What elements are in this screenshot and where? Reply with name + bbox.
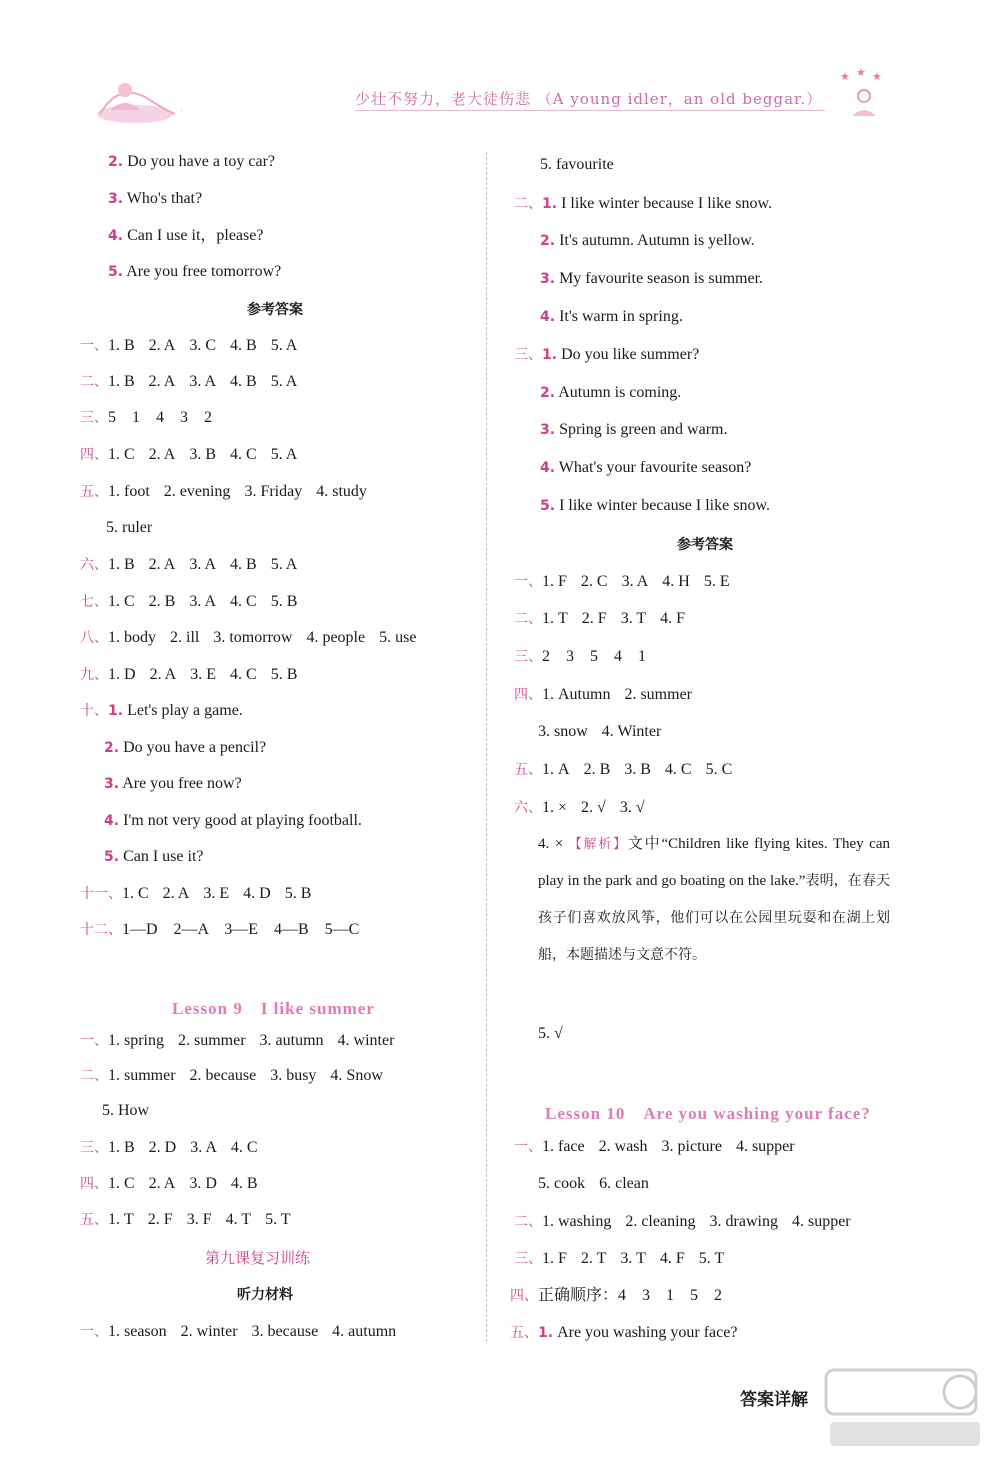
lesson10-row-2: 二、1. washing 2. cleaning 3. drawing 4. supper bbox=[514, 1213, 851, 1230]
list-item: 5. I like winter because I like snow. bbox=[540, 497, 770, 514]
girl-logo-icon bbox=[80, 70, 210, 130]
answer-row-2: 二、1. T 2. F 3. T 4. F bbox=[514, 610, 686, 627]
list-item: 3. Are you free now? bbox=[104, 775, 242, 792]
list-item: 3. Spring is green and warm. bbox=[540, 421, 728, 438]
list-item: 2. Autumn is coming. bbox=[540, 384, 682, 401]
answer-row-1: 一、1. F 2. C 3. A 4. H 5. E bbox=[514, 573, 730, 590]
column-divider bbox=[486, 152, 487, 1342]
lesson9-row-1: 一、1. spring 2. summer 3. autumn 4. winter bbox=[80, 1032, 395, 1049]
answer-row-6-5: 5. √ bbox=[538, 1025, 563, 1042]
list-item: 5. Can I use it? bbox=[104, 848, 204, 865]
list-item: 4. It's warm in spring. bbox=[540, 308, 683, 325]
answer-heading: 参考答案 bbox=[677, 537, 733, 553]
list-item: 3. Who's that? bbox=[108, 190, 203, 207]
lesson9-row-2-cont: 5. How bbox=[102, 1102, 150, 1119]
watermark-logo-icon bbox=[820, 1362, 990, 1452]
svg-text:★: ★ bbox=[872, 70, 882, 83]
explanation-paragraph: 4. × 【解析】文中“Children like flying kites. They can play in the park and go boating on the lake.”表明，在春天孩子们喜欢放风筝，他们可以在公园里玩耍和在湖上划船，本题描述与文意不符。 bbox=[538, 836, 890, 963]
list-item: 4. I'm not very good at playing football. bbox=[104, 812, 362, 829]
svg-text:★: ★ bbox=[840, 70, 850, 83]
lesson9-row-3: 三、1. B 2. D 3. A 4. C bbox=[80, 1139, 258, 1156]
answer-row-4-cont: 3. snow 4. Winter bbox=[538, 723, 662, 740]
answer-row-2: 二、1. B 2. A 3. A 4. B 5. A bbox=[80, 373, 298, 390]
answer-row-5: 五、1. A 2. B 3. B 4. C 5. C bbox=[514, 761, 733, 778]
answer-row-5-cont: 5. ruler bbox=[106, 519, 153, 536]
footer-label: 答案详解 bbox=[740, 1390, 808, 1410]
answer-row-10: 十、1. Let's play a game. bbox=[80, 702, 243, 719]
lesson10-row-3: 三、1. F 2. T 3. T 4. F 5. T bbox=[514, 1250, 725, 1267]
listening-title: 听力材料 bbox=[237, 1287, 293, 1303]
svg-text:·: · bbox=[180, 106, 184, 117]
list-item: 3. My favourite season is summer. bbox=[540, 270, 764, 287]
answer-row-9: 九、1. D 2. A 3. E 4. C 5. B bbox=[80, 666, 298, 683]
header-motto: 少壮不努力，老大徒伤悲 （A young idler，an old beggar.） bbox=[355, 90, 823, 108]
answer-row-11: 十一、1. C 2. A 3. E 4. D 5. B bbox=[80, 885, 312, 902]
answer-row-4: 四、1. C 2. A 3. B 4. C 5. A bbox=[80, 446, 298, 463]
answer-row-6: 六、1. × 2. √ 3. √ bbox=[514, 799, 645, 816]
lesson10-row-5: 五、1. Are you washing your face? bbox=[510, 1324, 738, 1341]
answer-row-3: 三、2 3 5 4 1 bbox=[514, 648, 647, 665]
list-item: 4. What's your favourite season? bbox=[540, 459, 752, 476]
answer-row-4: 四、1. Autumn 2. summer bbox=[514, 686, 692, 703]
lesson-10-title: Lesson 10 Are you washing your face? bbox=[545, 1104, 871, 1123]
review-row-1: 一、1. season 2. winter 3. because 4. autumn bbox=[80, 1323, 397, 1340]
review-title: 第九课复习训练 bbox=[205, 1249, 311, 1267]
list-item: 5. favourite bbox=[540, 156, 614, 173]
svg-text:★: ★ bbox=[856, 66, 866, 79]
answer-row-3: 三、5 1 4 3 2 bbox=[80, 409, 213, 426]
answer-row-7: 七、1. C 2. B 3. A 4. C 5. B bbox=[80, 593, 298, 610]
list-item: 三、1. Do you like summer? bbox=[514, 346, 700, 363]
answer-row-12: 十二、1—D 2—A 3—E 4—B 5—C bbox=[80, 921, 360, 938]
answer-row-8: 八、1. body 2. ill 3. tomorrow 4. people 5. use bbox=[80, 629, 417, 646]
lesson10-row-1-cont: 5. cook 6. clean bbox=[538, 1175, 649, 1192]
header-rule bbox=[355, 110, 825, 111]
answer-heading: 参考答案 bbox=[247, 302, 303, 318]
list-item: 4. Can I use it，please? bbox=[108, 227, 264, 244]
list-item: 2. Do you have a toy car? bbox=[108, 153, 275, 170]
answer-row-5: 五、1. foot 2. evening 3. Friday 4. study bbox=[80, 483, 367, 500]
list-item: 2. It's autumn. Autumn is yellow. bbox=[540, 232, 755, 249]
lesson10-row-1: 一、1. face 2. wash 3. picture 4. supper bbox=[514, 1138, 795, 1155]
page-header bbox=[0, 62, 1000, 132]
answer-row-6: 六、1. B 2. A 3. A 4. B 5. A bbox=[80, 556, 298, 573]
lesson9-row-4: 四、1. C 2. A 3. D 4. B bbox=[80, 1175, 258, 1192]
lesson9-row-2: 二、1. summer 2. because 3. busy 4. Snow bbox=[80, 1067, 383, 1084]
stars-decoration-icon bbox=[830, 66, 900, 128]
lesson9-row-5: 五、1. T 2. F 3. F 4. T 5. T bbox=[80, 1211, 291, 1228]
lesson10-row-4: 四、正确顺序：4 3 1 5 2 bbox=[510, 1287, 723, 1304]
list-item: 二、1. I like winter because I like snow. bbox=[514, 195, 772, 212]
list-item: 5. Are you free tomorrow? bbox=[108, 263, 282, 280]
list-item: 2. Do you have a pencil? bbox=[104, 739, 267, 756]
answer-row-1: 一、1. B 2. A 3. C 4. B 5. A bbox=[80, 337, 298, 354]
lesson-9-title: Lesson 9 I like summer bbox=[172, 999, 375, 1018]
